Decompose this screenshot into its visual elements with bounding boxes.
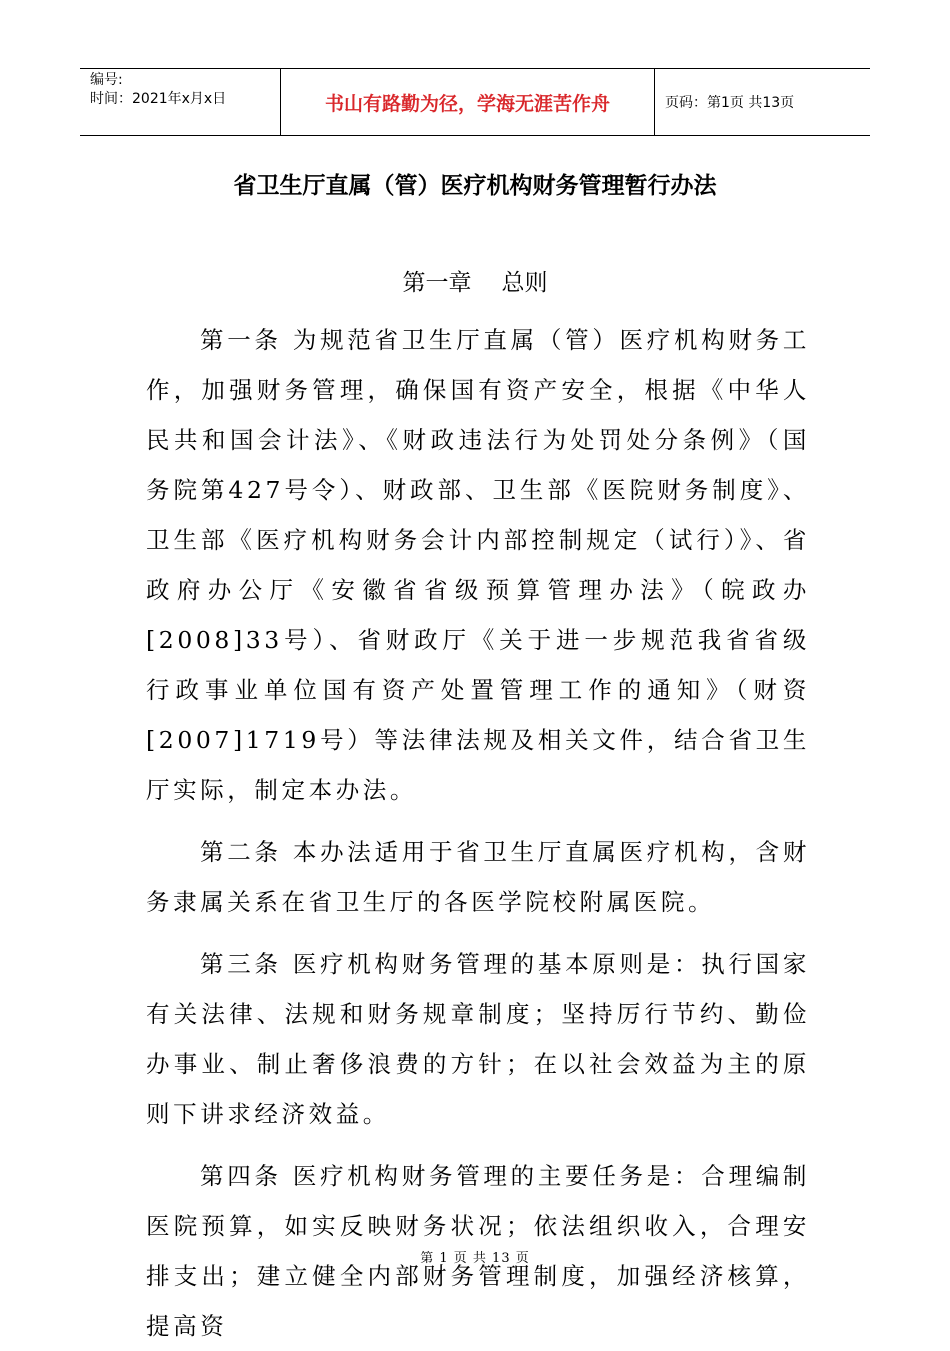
article-paragraph: 第三条 医疗机构财务管理的基本原则是：执行国家有关法律、法规和财务规章制度；坚持厉行节约、勤俭办事业、制止奢侈浪费的方针；在以社会效益为主的原则下讲求经济效益。: [146, 950, 810, 1128]
article-paragraph: 第四条 医疗机构财务管理的主要任务是：合理编制医院预算，如实反映财务状况；依法组织收入，合理安排支出；建立健全内部财务管理制度，加强经济核算，提高资: [146, 1162, 810, 1340]
article-paragraph: 第二条 本办法适用于省卫生厅直属医疗机构，含财务隶属关系在省卫生厅的各医学院校附属医院。: [146, 838, 810, 916]
document-body: [146, 315, 810, 1351]
page-footer: 第 1 页 共 13 页: [420, 1251, 530, 1266]
header-motto: 书山有路勤为径，学海无涯苦作舟: [281, 69, 655, 135]
chapter-name: 总则: [501, 270, 548, 296]
chapter-heading: [0, 265, 950, 301]
article-paragraph: 第一条 为规范省卫生厅直属（管）医疗机构财务工作，加强财务管理，确保国有资产安全，根据《中华人民共和国会计法》、《财政违法行为处罚处分条例》（国务院第427号令）、财政部、卫生部《医院财务制度》、卫生部《医疗机构财务会计内部控制规定（试行）》、省政府办公厅《安徽省省级预算管理办法》（皖政办[2008]33号）、省财政厅《关于进一步规范我省省级行政事业单位国有资产处置管理工作的通知》（财资[2007]1719号）等法律法规及相关文件，结合省卫生厅实际，制定本办法。: [146, 326, 810, 804]
chapter-number: 第一章: [402, 270, 472, 296]
time-label: 时间：2021年x月x日: [90, 91, 227, 107]
header-meta: [80, 69, 281, 135]
document-title: 省卫生厅直属（管）医疗机构财务管理暂行办法: [233, 173, 717, 199]
document-header: [80, 68, 870, 136]
header-page-info: 页码：第1页 共13页: [665, 95, 795, 111]
number-label: 编号:: [90, 72, 123, 88]
